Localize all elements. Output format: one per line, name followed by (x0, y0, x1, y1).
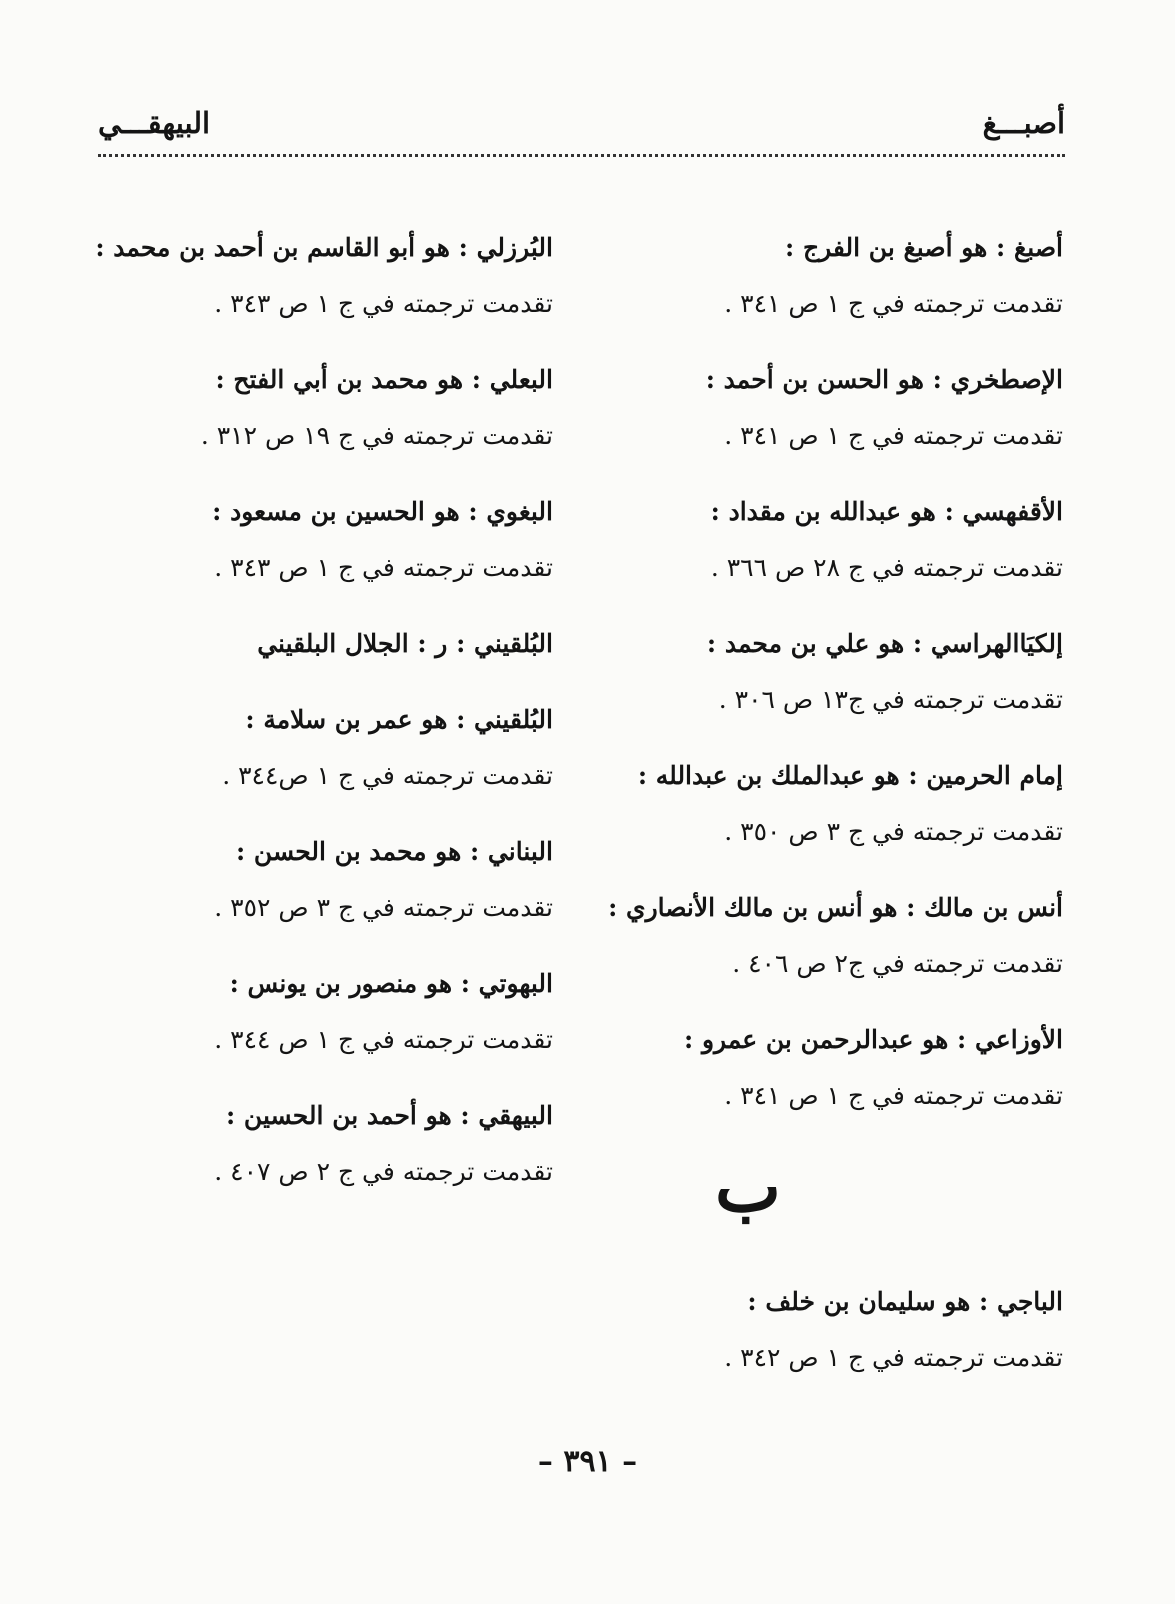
entry-name: الباجي (996, 1287, 1063, 1316)
biography-entry (93, 822, 553, 934)
entry-description: : هو الحسن بن أحمد : (705, 365, 942, 394)
entry-name: إلكيَاالهراسي (930, 629, 1063, 658)
biography-entry (93, 218, 553, 330)
entry-reference: تقدمت ترجمته في ج ٢٨ ص ٣٦٦ . (710, 553, 1063, 582)
section-letter: ب (715, 1145, 781, 1228)
running-header-right: أصبـــغ (982, 106, 1065, 140)
entry-name: البغوي (486, 497, 553, 526)
entry-description: : هو سليمان بن خلف : (747, 1287, 989, 1316)
entry-description: : هو محمد بن الحسن : (236, 837, 480, 866)
biography-entry (93, 482, 553, 594)
entry-reference: تقدمت ترجمته في ج ١ ص ٣٤٣ . (214, 289, 553, 318)
left-column (93, 218, 553, 1218)
entry-reference: تقدمت ترجمته في ج١٣ ص ٣٠٦ . (718, 685, 1063, 714)
entry-reference: تقدمت ترجمته في ج ١ ص ٣٤١ . (724, 421, 1063, 450)
entry-description: : هو أصبغ بن الفرج : (785, 233, 1006, 262)
entry-description: : هو عبدالله بن مقداد : (710, 497, 954, 526)
entry-description: : هو محمد بن أبي الفتح : (215, 365, 481, 394)
entry-description: : هو أنس بن مالك الأنصاري : (608, 893, 916, 922)
biography-entry (583, 350, 1063, 462)
entry-description: : هو أحمد بن الحسين : (225, 1101, 470, 1130)
entry-description: : هو عمر بن سلامة : (245, 705, 466, 734)
biography-entry (583, 746, 1063, 858)
entry-name: البُلقيني (474, 705, 553, 734)
entry-name: البهوتي (478, 969, 553, 998)
biography-entry (583, 878, 1063, 990)
entry-description: : ر : الجلال البلقيني (257, 629, 466, 658)
entry-description: : هو أبو القاسم بن أحمد بن محمد : (95, 233, 468, 262)
entry-reference: تقدمت ترجمته في ج ٣ ص ٣٥٢ . (214, 893, 553, 922)
entry-name: إمام الحرمين (926, 761, 1063, 790)
entry-reference: تقدمت ترجمته في ج ١ ص٣٤٤ . (222, 761, 553, 790)
entry-description: : هو علي بن محمد : (706, 629, 923, 658)
biography-entry (583, 1272, 1063, 1384)
biography-entry (93, 954, 553, 1066)
biography-entry (93, 690, 553, 802)
biography-entry (93, 350, 553, 462)
entry-name: أنس بن مالك (924, 893, 1063, 922)
cross-reference-entry (93, 614, 553, 670)
biography-entry (93, 1086, 553, 1198)
dotted-divider (98, 154, 1065, 157)
entry-reference: تقدمت ترجمته في ج ٣ ص ٣٥٠ . (724, 817, 1063, 846)
entry-reference: تقدمت ترجمته في ج ١ ص ٣٤٢ . (724, 1343, 1063, 1372)
biography-entry (583, 1010, 1063, 1122)
entry-reference: تقدمت ترجمته في ج ١ ص ٣٤٣ . (214, 553, 553, 582)
entry-name: الإصطخري (950, 365, 1063, 394)
entry-reference: تقدمت ترجمته في ج ١ ص ٣٤١ . (724, 289, 1063, 318)
biography-entry (583, 614, 1063, 726)
entry-reference: تقدمت ترجمته في ج ١٩ ص ٣١٢ . (200, 421, 553, 450)
entry-name: أصبغ (1013, 233, 1063, 262)
entry-name: الأقفهسي (962, 497, 1063, 526)
entry-name: البعلي (489, 365, 553, 394)
running-header-left: البيهقـــي (98, 106, 211, 140)
entry-description: : هو عبدالملك بن عبدالله : (637, 761, 918, 790)
entry-name: البناني (487, 837, 553, 866)
entry-name: البيهقي (478, 1101, 553, 1130)
entry-description: : هو الحسين بن مسعود : (212, 497, 478, 526)
entry-name: البُلقيني (474, 629, 553, 658)
entry-name: الأوزاعي (974, 1025, 1063, 1054)
entry-reference: تقدمت ترجمته في ج ١ ص ٣٤١ . (724, 1081, 1063, 1110)
page-number: – ٣٩١ – (537, 1444, 638, 1479)
biography-entry (583, 482, 1063, 594)
entry-name: البُرزلي (476, 233, 553, 262)
entry-description: : هو عبدالرحمن بن عمرو : (684, 1025, 967, 1054)
biography-entry (583, 218, 1063, 330)
entry-description: : هو منصور بن يونس : (229, 969, 470, 998)
entry-reference: تقدمت ترجمته في ج٢ ص ٤٠٦ . (732, 949, 1063, 978)
right-column (583, 218, 1063, 1404)
entry-reference: تقدمت ترجمته في ج ٢ ص ٤٠٧ . (214, 1157, 553, 1186)
entry-reference: تقدمت ترجمته في ج ١ ص ٣٤٤ . (214, 1025, 553, 1054)
